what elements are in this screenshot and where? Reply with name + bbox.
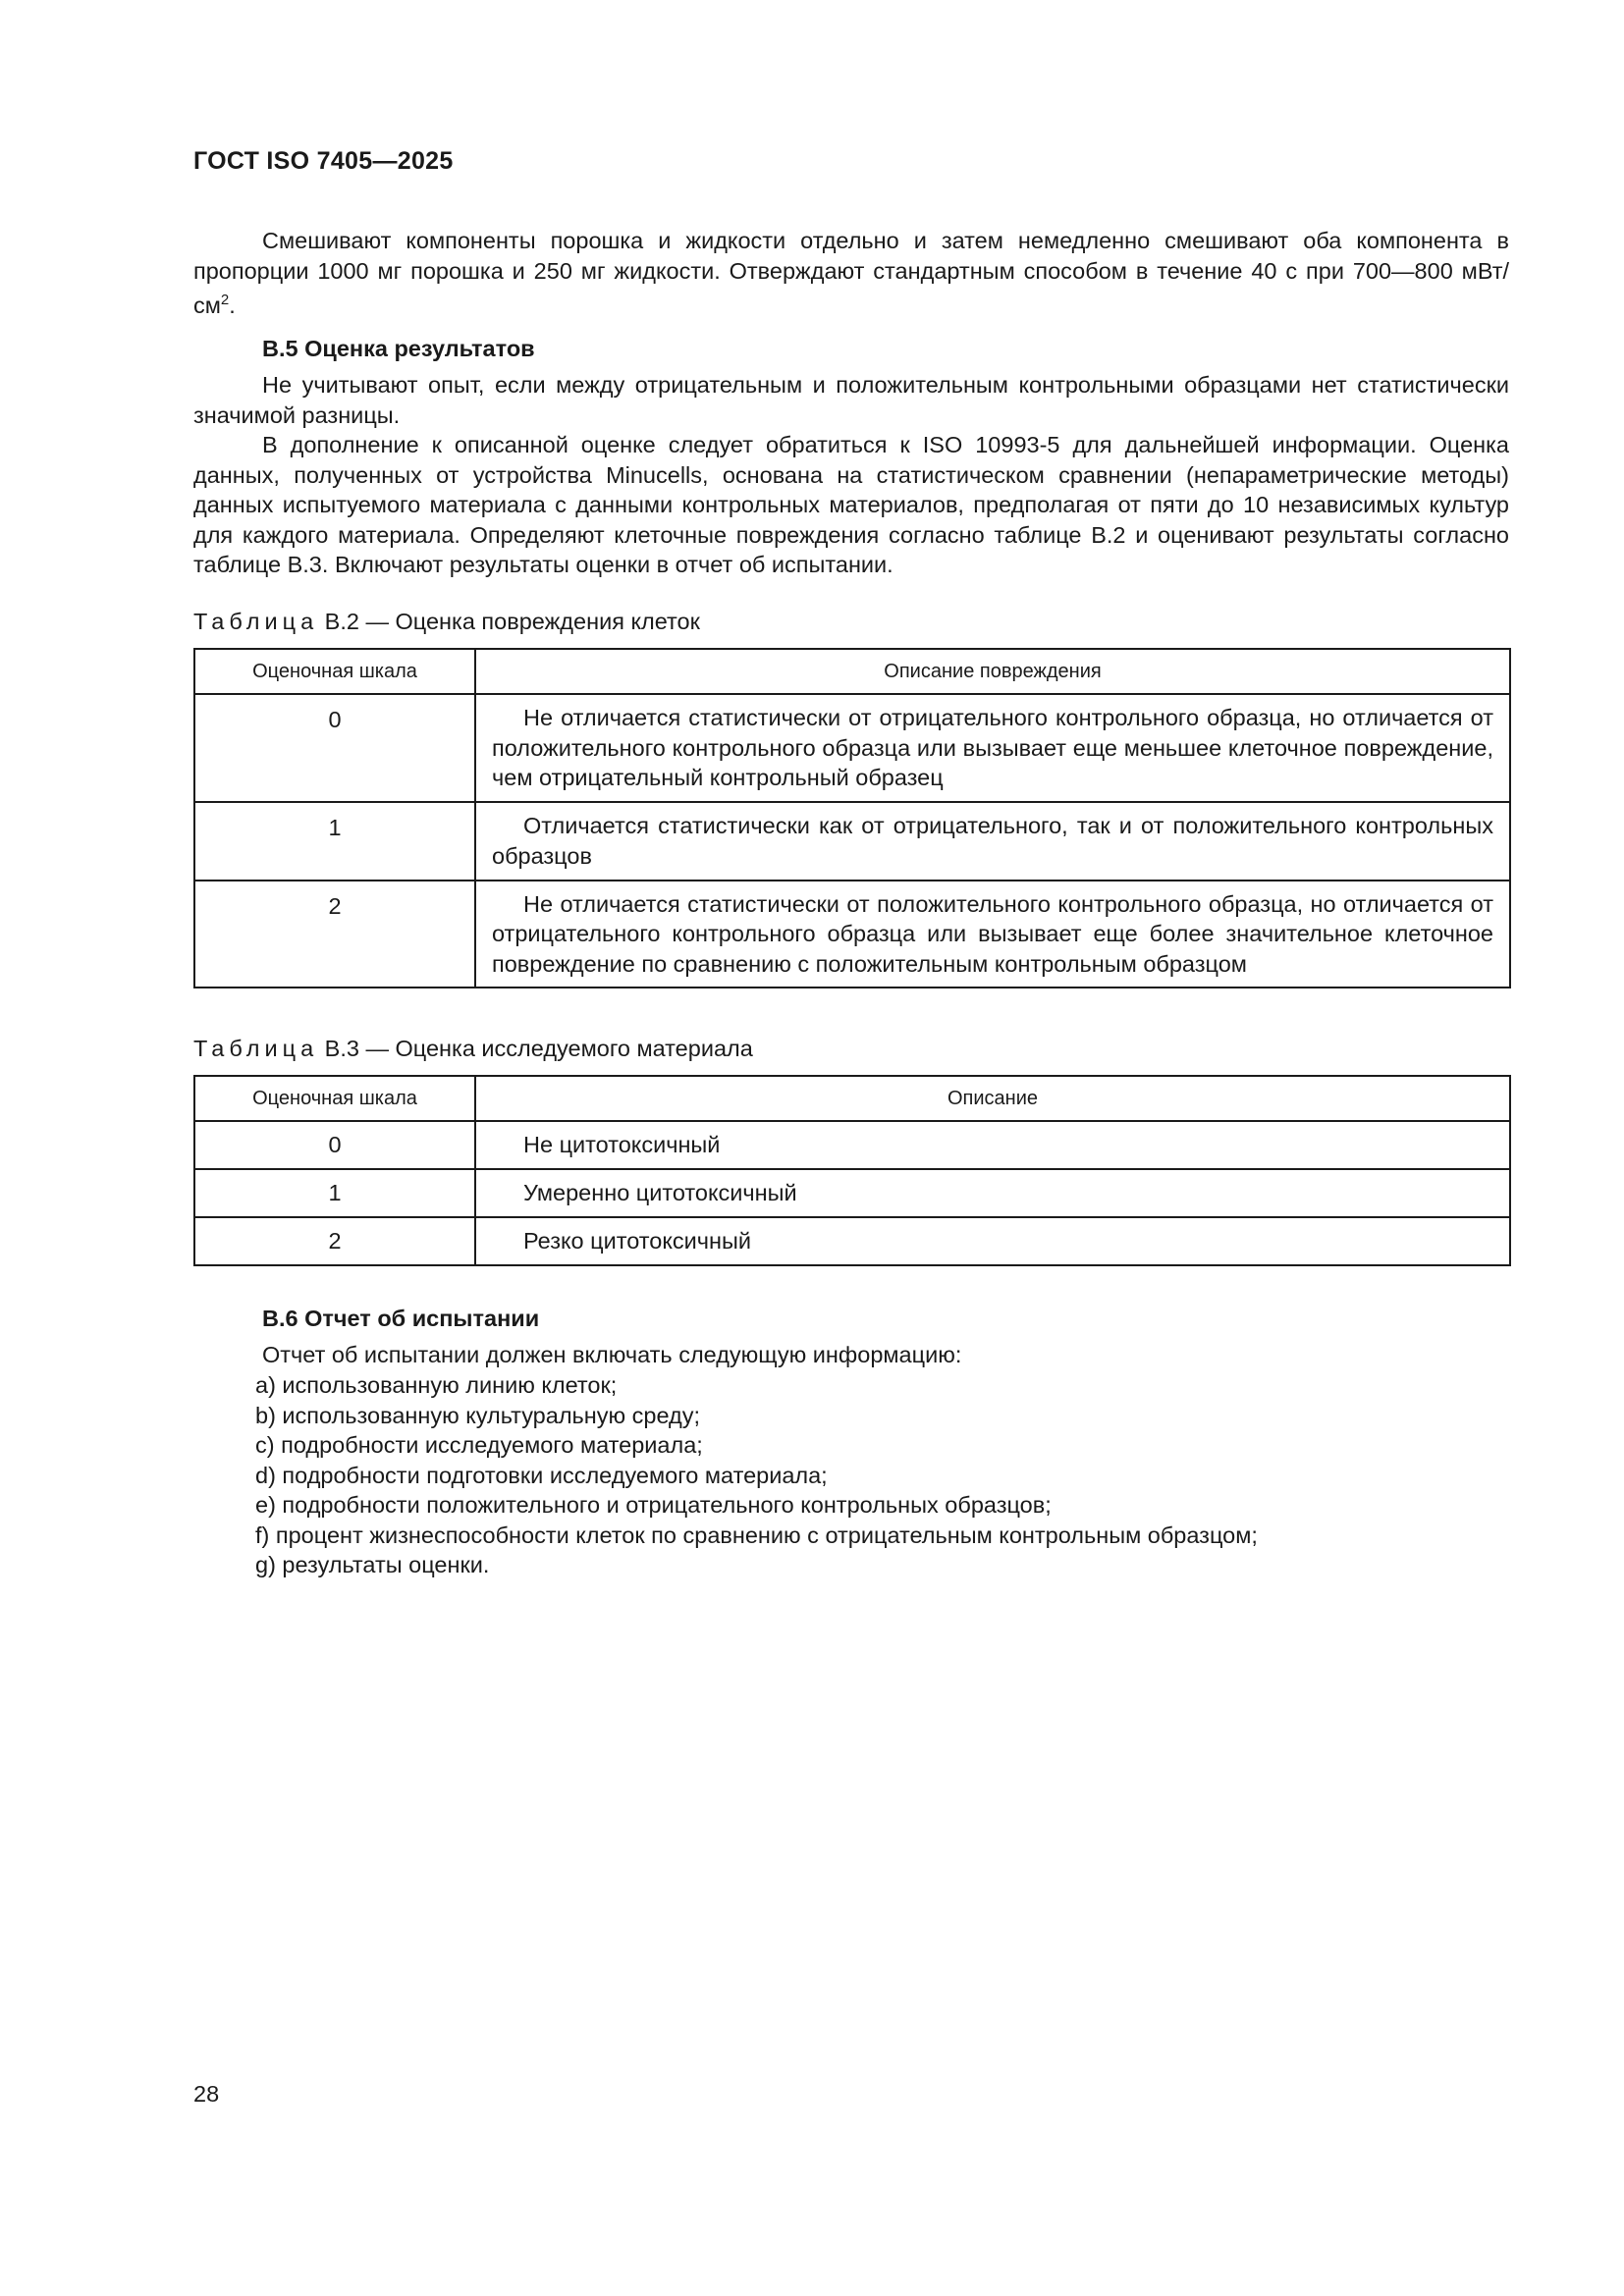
description-text: Отличается статистически как от отрицательного, так и от положительного контрольных образцов [492, 813, 1493, 869]
score-cell: 1 [194, 802, 475, 881]
caption-text: B.2 — Оценка повреждения клеток [318, 609, 700, 634]
list-item: d) подробности подготовки исследуемого материала; [255, 1462, 828, 1488]
caption-label: Таблица [193, 1036, 319, 1061]
score-cell: 1 [194, 1169, 475, 1217]
list-item: e) подробности положительного и отрицательного контрольных образцов; [255, 1492, 1052, 1518]
caption-text: B.3 — Оценка исследуемого материала [318, 1036, 753, 1061]
caption-label: Таблица [193, 609, 319, 634]
table-b2 [193, 648, 1511, 988]
table-b3-caption [193, 1036, 753, 1062]
table-header-row [194, 649, 1510, 694]
section-b6-intro: Отчет об испытании должен включать следующую информацию: [262, 1342, 962, 1367]
description-text: Не отличается статистически от отрицательного контрольного образца, но отличается от положительного контрольного образца или вызывает еще меньшее клеточное повреждение, чем отрицательный контрольный образец [492, 705, 1493, 790]
table-header-row [194, 1076, 1510, 1121]
list-item: f) процент жизнеспособности клеток по сравнению с отрицательным контрольным образцом; [255, 1522, 1258, 1548]
score-cell: 0 [194, 694, 475, 802]
intro-paragraph [193, 226, 1509, 320]
column-header: Описание [475, 1076, 1510, 1121]
report-list [255, 1370, 1258, 1580]
score-cell: 2 [194, 881, 475, 988]
b5-paragraph: Не учитывают опыт, если между отрицательным и положительным контрольными образцами нет статистически значимой разницы. [193, 372, 1509, 428]
description-cell: Не цитотоксичный [475, 1121, 1510, 1169]
description-cell [475, 881, 1510, 988]
list-item: g) результаты оценки. [255, 1552, 490, 1577]
b5-paragraph: В дополнение к описанной оценке следует обратиться к ISO 10993-5 для дальнейшей информации. Оценка данных, полученных от устройства Minucells, основана на статистическом сравнении (непараметрические методы) данных испытуемого материала с данными контрольных материалов, предполагая от пяти до 10 независимых культур для каждого материала. Определяют клеточные повреждения согласно таблице B.2 и оценивают результаты согласно таблице B.3. Включают результаты оценки в отчет об испытании. [193, 432, 1509, 577]
table-row [194, 881, 1510, 988]
table-row [194, 1169, 1510, 1217]
description-cell [475, 802, 1510, 881]
table-row [194, 802, 1510, 881]
table-b3 [193, 1075, 1511, 1266]
intro-end: . [229, 292, 236, 318]
superscript: 2 [220, 292, 230, 308]
description-cell: Резко цитотоксичный [475, 1217, 1510, 1265]
section-b5-title: B.5 Оценка результатов [262, 336, 535, 361]
column-header: Оценочная шкала [194, 649, 475, 694]
table-row [194, 1121, 1510, 1169]
score-cell: 2 [194, 1217, 475, 1265]
document-header: ГОСТ ISO 7405—2025 [193, 147, 454, 175]
column-header: Описание повреждения [475, 649, 1510, 694]
list-item: a) использованную линию клеток; [255, 1372, 618, 1398]
table-row [194, 1217, 1510, 1265]
description-cell [475, 694, 1510, 802]
description-text: Не отличается статистически от положительного контрольного образца, но отличается от отрицательного контрольного образца или вызывает еще более значительное клеточное повреждение по сравнению с положительным контрольным образцом [492, 890, 1493, 977]
column-header: Оценочная шкала [194, 1076, 475, 1121]
section-b6-title: B.6 Отчет об испытании [262, 1306, 540, 1331]
table-row [194, 694, 1510, 802]
section-b5-body [193, 370, 1509, 580]
intro-text: Смешивают компоненты порошка и жидкости отдельно и затем немедленно смешивают оба компонента в пропорции 1000 мг порошка и 250 мг жидкости. Отверждают стандартным способом в течение 40 с при 700—800 мВт/см [193, 228, 1509, 318]
page-number: 28 [193, 2081, 220, 2107]
score-cell: 0 [194, 1121, 475, 1169]
description-cell: Умеренно цитотоксичный [475, 1169, 1510, 1217]
list-item: b) использованную культуральную среду; [255, 1402, 701, 1428]
table-b2-caption [193, 609, 700, 635]
list-item: c) подробности исследуемого материала; [255, 1432, 703, 1458]
